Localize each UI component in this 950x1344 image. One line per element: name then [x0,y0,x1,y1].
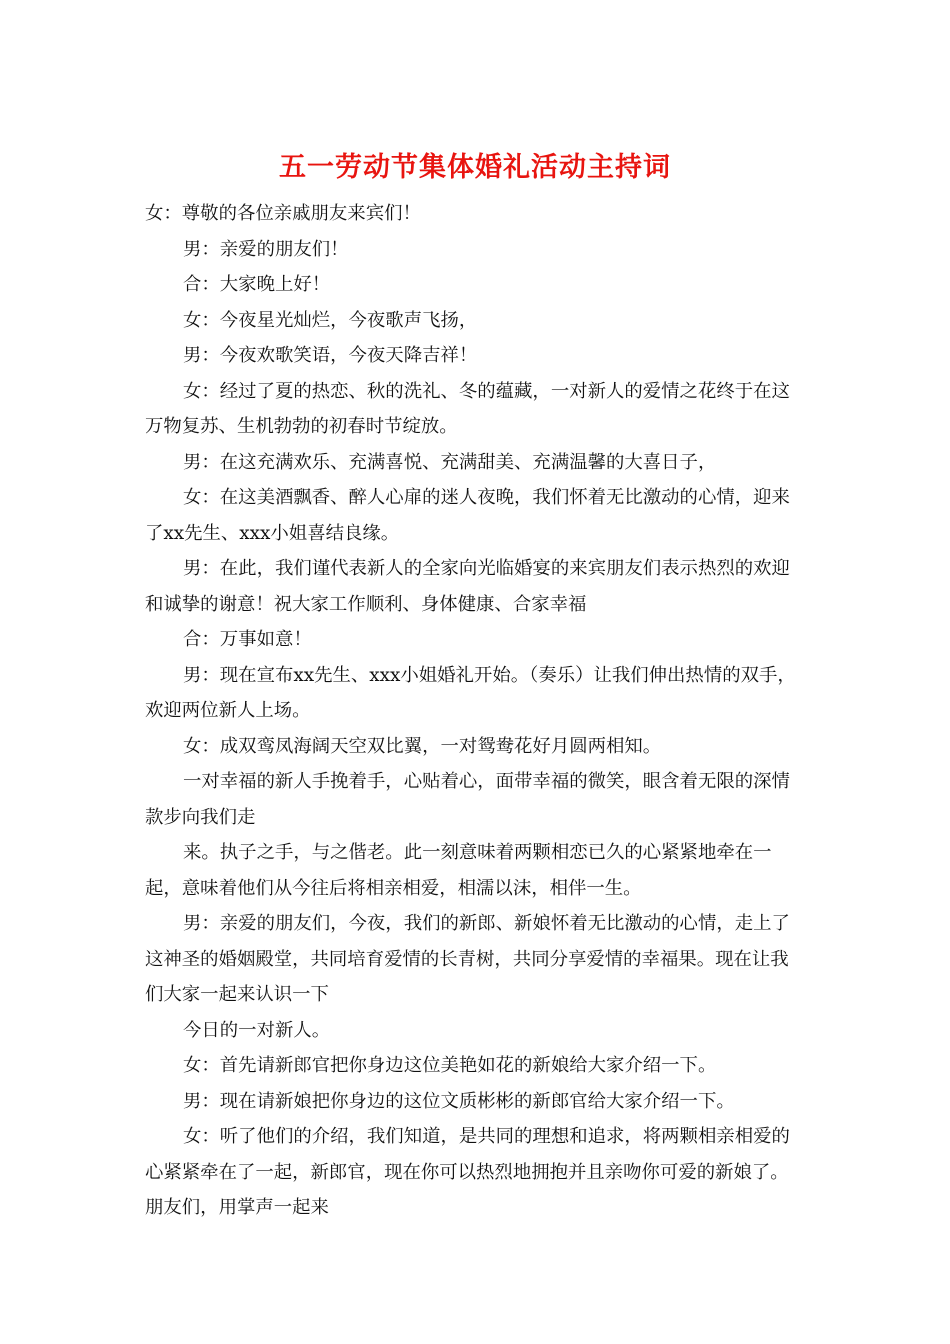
paragraph: 男：现在请新娘把你身边的这位文质彬彬的新郎官给大家介绍一下。 [183,1090,735,1112]
paragraph: 男：今夜欢歌笑语，今夜天降吉祥！ [183,345,478,366]
paragraph: 一对幸福的新人手挽着手，心贴着心，面带幸福的微笑，眼含着无限的深情款步向我们走 [145,771,790,828]
paragraph: 女：在这美酒飘香、醉人心扉的迷人夜晚，我们怀着无比激动的心情，迎来了xx先生、xxx小姐喜结良缘。 [145,487,790,544]
paragraph: 男：亲爱的朋友们！ [183,238,349,260]
paragraph: 女：今夜星光灿烂，今夜歌声飞扬， [183,309,478,331]
paragraph: 男：在此，我们谨代表新人的全家向光临婚宴的来宾朋友们表示热烈的欢迎和诚挚的谢意！祝大家工作顺利、身体健康、合家幸福 [145,558,790,615]
paragraph: 今日的一对新人。 [183,1019,331,1041]
paragraph: 女：听了他们的介绍，我们知道，是共同的理想和追求，将两颗相亲相爱的心紧紧牵在了一起，新郎官，现在你可以热烈地拥抱并且亲吻你可爱的新娘了。朋友们，用掌声一起来 [145,1126,790,1218]
paragraph: 男：在这充满欢乐、充满喜悦、充满甜美、充满温馨的大喜日子， [183,451,717,473]
paragraph: 男：现在宣布xx先生、xxx小姐婚礼开始。（奏乐）让我们伸出热情的双手，欢迎两位新人上场。 [145,664,796,721]
document-title: 五一劳动节集体婚礼活动主持词 [279,152,671,183]
paragraph: 女：经过了夏的热恋、秋的洗礼、冬的蕴藏，一对新人的爱情之花终于在这万物复苏、生机勃勃的初春时节绽放。 [145,380,790,437]
paragraph: 合：万事如意！ [183,629,312,650]
paragraph: 来。执子之手，与之偕老。此一刻意味着两颗相恋已久的心紧紧地牵在一起，意味着他们从今往后将相亲相爱，相濡以沫，相伴一生。 [145,842,772,899]
paragraph: 合：大家晚上好！ [183,274,331,295]
paragraph: 女：成双鸾凤海阔天空双比翼，一对鸳鸯花好月圆两相知。 [183,735,662,757]
paragraph: 女：尊敬的各位亲戚朋友来宾们！ [145,203,421,224]
paragraph: 女：首先请新郎官把你身边这位美艳如花的新娘给大家介绍一下。 [183,1055,717,1076]
document-body [145,196,805,1226]
paragraph: 男：亲爱的朋友们，今夜，我们的新郎、新娘怀着无比激动的心情，走上了这神圣的婚姻殿堂，共同培育爱情的长青树，共同分享爱情的幸福果。现在让我们大家一起来认识一下 [145,913,790,1005]
